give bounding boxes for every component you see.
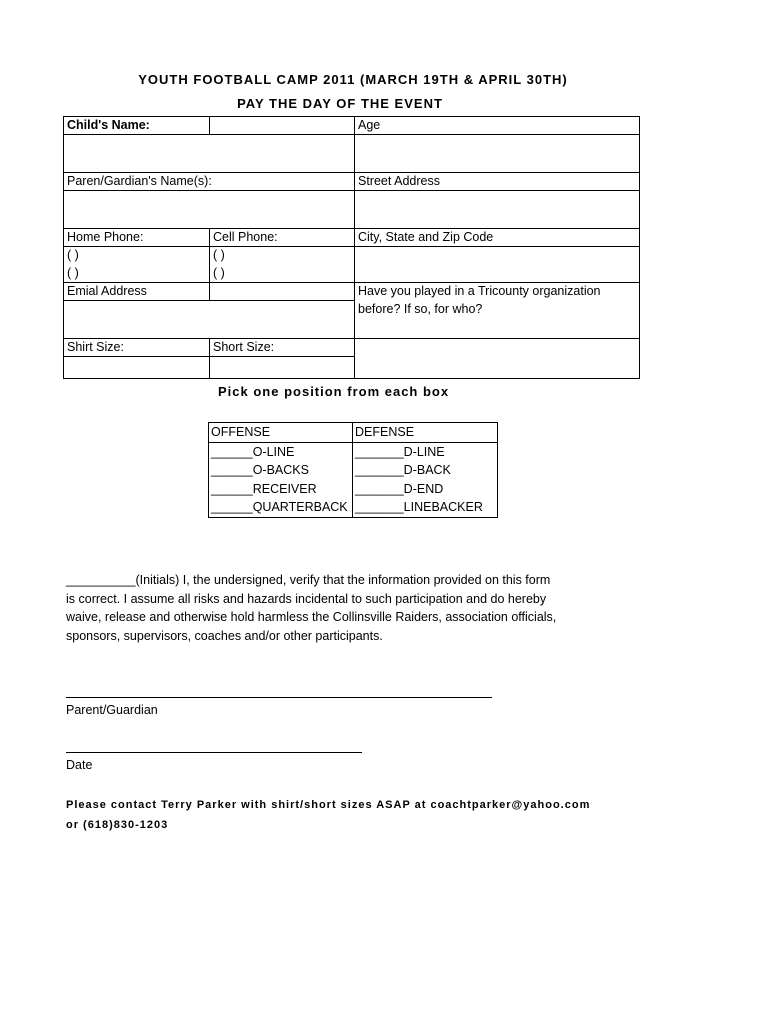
- email-label: Emial Address: [64, 283, 210, 301]
- city-state-zip-field[interactable]: [355, 247, 640, 283]
- tricounty-question-line2: before? If so, for who?: [355, 301, 640, 339]
- offense-option-quarterback[interactable]: ______QUARTERBACK: [209, 498, 353, 517]
- defense-option-dend[interactable]: _______D-END: [353, 480, 498, 499]
- shirt-size-label: Shirt Size:: [64, 339, 210, 357]
- position-table: [208, 422, 498, 518]
- form-title: YOUTH FOOTBALL CAMP 2011 (MARCH 19TH & APRIL 30TH): [138, 72, 568, 87]
- parent-name-label: Paren/Gardian's Name(s):: [64, 173, 355, 191]
- registration-form-table: [63, 116, 640, 379]
- waiver-text: [66, 571, 586, 645]
- offense-option-oline[interactable]: ______O-LINE: [209, 442, 353, 461]
- street-address-label: Street Address: [355, 173, 640, 191]
- form-subtitle: PAY THE DAY OF THE EVENT: [237, 96, 443, 111]
- waiver-line-1: __________(Initials) I, the undersigned, verify that the information provided on this form: [66, 573, 551, 587]
- street-address-field[interactable]: [355, 191, 640, 229]
- childs-name-cell[interactable]: [210, 117, 355, 135]
- date-label: Date: [66, 758, 93, 772]
- tricounty-answer-field[interactable]: [355, 339, 640, 379]
- home-phone-field-2[interactable]: ( ): [64, 265, 210, 283]
- short-size-field[interactable]: [210, 357, 355, 379]
- childs-name-field[interactable]: [64, 135, 355, 173]
- cell-phone-field-2[interactable]: ( ): [210, 265, 355, 283]
- city-state-zip-label: City, State and Zip Code: [355, 229, 640, 247]
- parent-signature-label: Parent/Guardian: [66, 703, 158, 717]
- contact-line-2: or (618)830-1203: [66, 819, 169, 831]
- parent-name-field[interactable]: [64, 191, 355, 229]
- parent-signature-line[interactable]: [66, 697, 492, 698]
- defense-option-dback[interactable]: _______D-BACK: [353, 461, 498, 480]
- offense-header: OFFENSE: [209, 423, 353, 443]
- waiver-line-4: sponsors, supervisors, coaches and/or other participants.: [66, 628, 383, 643]
- cell-phone-field-1[interactable]: ( ): [210, 247, 355, 265]
- defense-option-linebacker[interactable]: _______LINEBACKER: [353, 498, 498, 517]
- home-phone-label: Home Phone:: [64, 229, 210, 247]
- home-phone-field-1[interactable]: ( ): [64, 247, 210, 265]
- offense-option-receiver[interactable]: ______RECEIVER: [209, 480, 353, 499]
- email-label-blank-cell: [210, 283, 355, 301]
- age-field[interactable]: [355, 135, 640, 173]
- defense-header: DEFENSE: [353, 423, 498, 443]
- short-size-label: Short Size:: [210, 339, 355, 357]
- waiver-line-2: is correct. I assume all risks and hazards incidental to such participation and do hereby: [66, 591, 547, 606]
- age-label: Age: [355, 117, 640, 135]
- offense-option-obacks[interactable]: ______O-BACKS: [209, 461, 353, 480]
- date-signature-line[interactable]: [66, 752, 362, 753]
- contact-line-1: Please contact Terry Parker with shirt/short sizes ASAP at coachtparker@yahoo.com: [66, 799, 591, 811]
- cell-phone-label: Cell Phone:: [210, 229, 355, 247]
- shirt-size-field[interactable]: [64, 357, 210, 379]
- contact-info: [66, 795, 590, 835]
- position-heading: Pick one position from each box: [218, 384, 450, 399]
- waiver-line-3: waive, release and otherwise hold harmless the Collinsville Raiders, association officials,: [66, 610, 557, 625]
- defense-option-dline[interactable]: _______D-LINE: [353, 442, 498, 461]
- childs-name-label: Child's Name:: [64, 117, 210, 135]
- email-field[interactable]: [64, 301, 355, 339]
- tricounty-question-line1: Have you played in a Tricounty organization: [355, 283, 640, 301]
